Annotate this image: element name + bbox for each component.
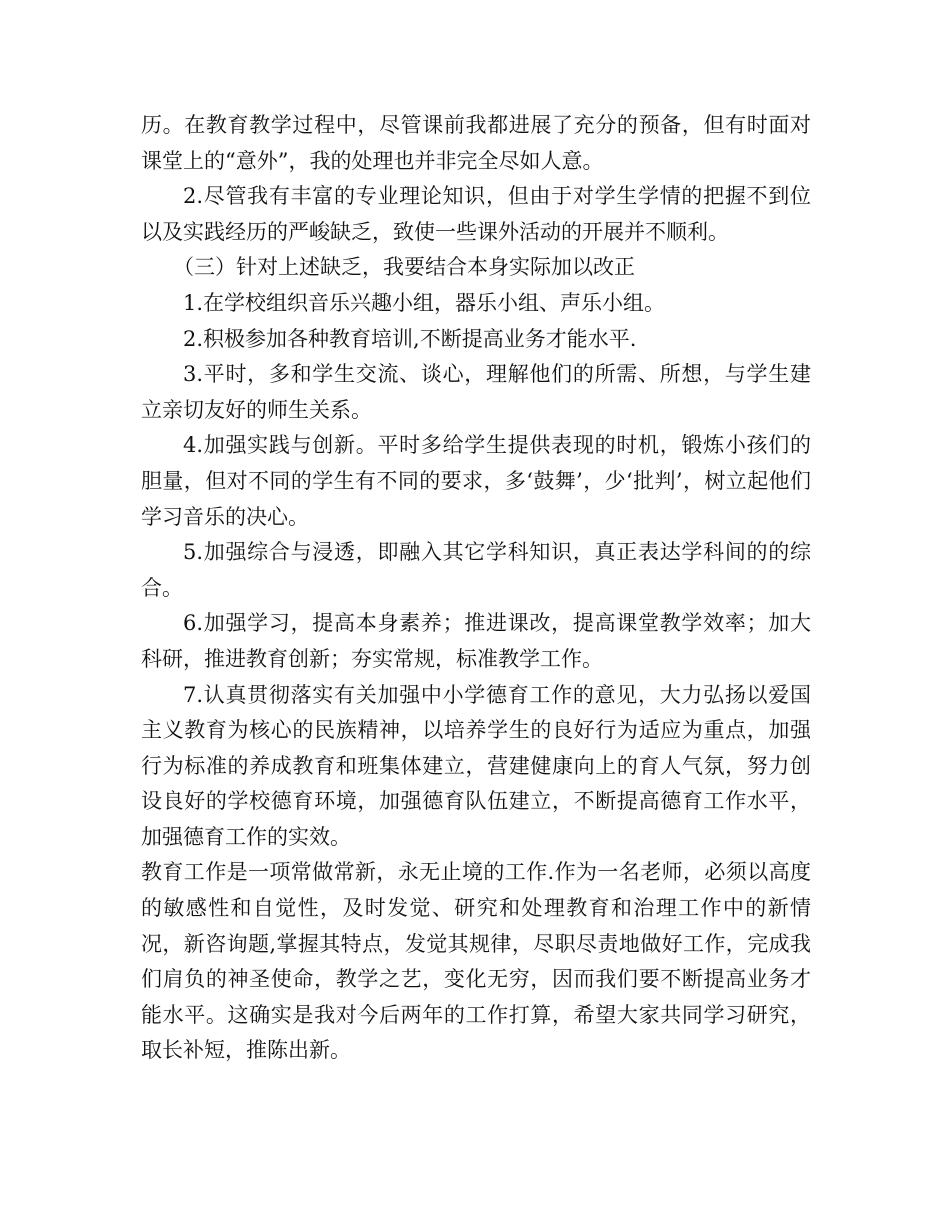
list-item-5: 5.加强综合与浸透，即融入其它学科知识，真正表达学科间的的综合。 (141, 540, 811, 600)
section-heading-improvements: （三）针对上述缺乏，我要结合本身实际加以改正 (173, 255, 635, 280)
list-item-3: 3.平时，多和学生交流、谈心，理解他们的所需、所想，与学生建立亲切友好的师生关系。 (141, 362, 811, 422)
document-body (141, 108, 811, 1069)
paragraph-shortcoming-2: 2.尽管我有丰富的专业理论知识，但由于对学生学情的把握不到位以及实践经历的严峻缺乏，致使一些课外活动的开展并不顺利。 (141, 184, 811, 244)
list-item-7: 7.认真贯彻落实有关加强中小学德育工作的意见，大力弘扬以爱国主义教育为核心的民族精神，以培养学生的良好行为适应为重点，加强行为标准的养成教育和班集体建立，营建健康向上的育人气氛，努力创设良好的学校德育环境，加强德育队伍建立，不断提高德育工作水平，加强德育工作的实效。 (141, 682, 811, 849)
list-item-1: 1.在学校组织音乐兴趣小组，器乐小组、声乐小组。 (183, 290, 666, 315)
list-item-6: 6.加强学习，提高本身素养；推进课改，提高课堂教学效率；加大科研，推进教育创新；夯实常规，标准教学工作。 (141, 611, 811, 671)
paragraph-conclusion: 教育工作是一项常做常新，永无止境的工作.作为一名老师，必须以高度的敏感性和自觉性，及时发觉、研究和处理教育和治理工作中的新情况，新咨询题,掌握其特点，发觉其规律，尽职尽责地做好工作，完成我们肩负的神圣使命，教学之艺，变化无穷，因而我们要不断提高业务才能水平。这确实是我对今后两年的工作打算，希望大家共同学习研究，取长补短，推陈出新。 (141, 860, 811, 1063)
list-item-4: 4.加强实践与创新。平时多给学生提供表现的时机，锻炼小孩们的胆量，但对不同的学生有不同的要求，多‘鼓舞’，少‘批判’，树立起他们学习音乐的决心。 (141, 433, 811, 529)
paragraph-continuation: 历。在教育教学过程中，尽管课前我都进展了充分的预备，但有时面对课堂上的“意外”，我的处理也并非完全尽如人意。 (141, 113, 811, 173)
list-item-2: 2.积极参加各种教育培训,不断提高业务才能水平. (183, 326, 637, 351)
